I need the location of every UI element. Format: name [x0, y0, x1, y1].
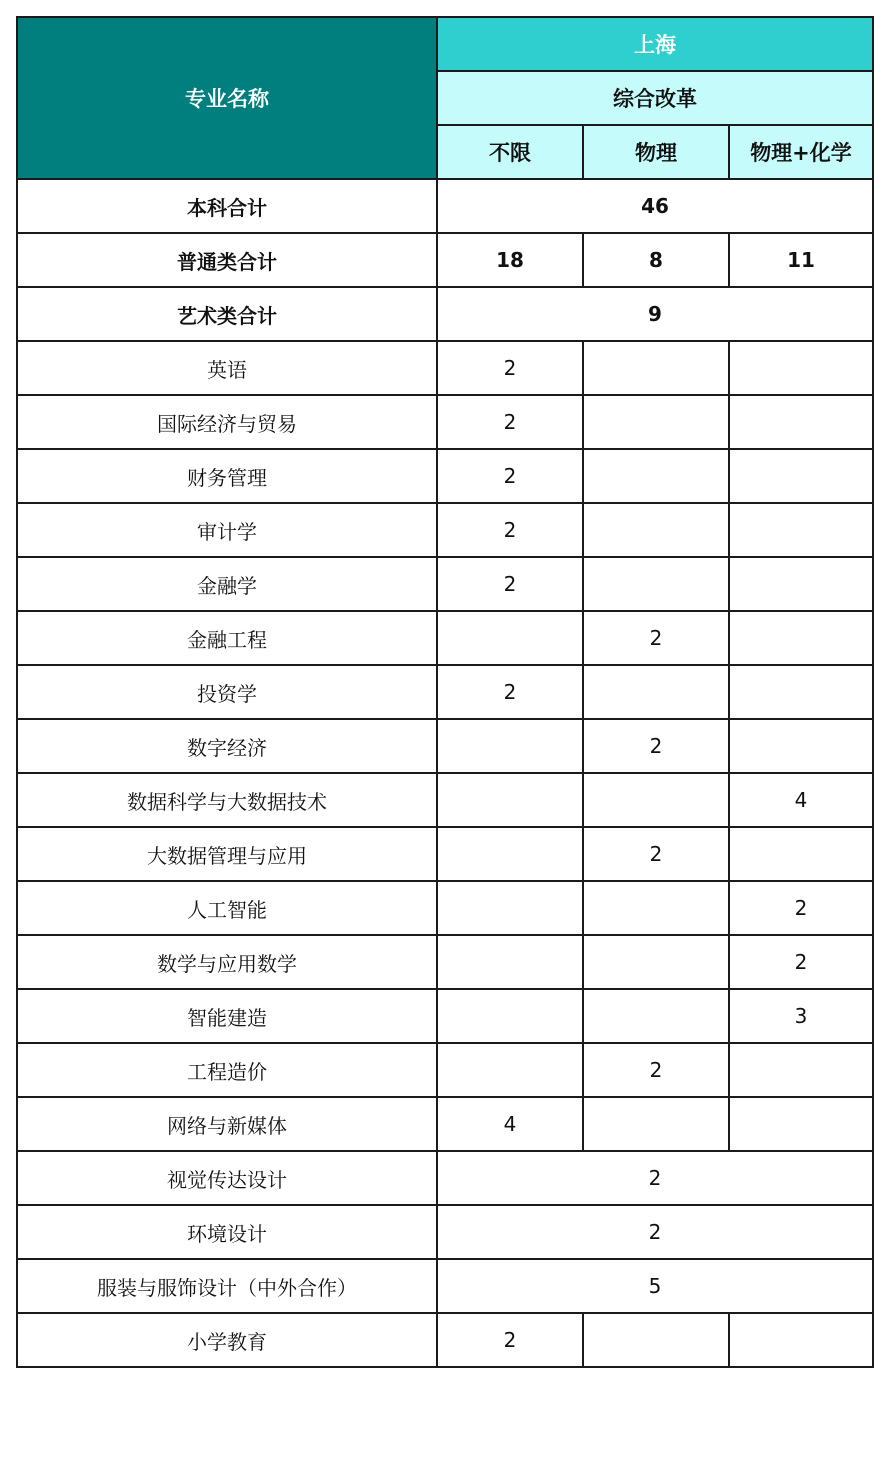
quota-cell: [583, 665, 729, 719]
quota-cell: 2: [437, 341, 583, 395]
quota-cell: 2: [437, 1205, 873, 1259]
table-row: [17, 935, 873, 989]
table-row: [17, 827, 873, 881]
major-name-header: 专业名称: [17, 17, 437, 179]
table-row: [17, 719, 873, 773]
quota-cell: [729, 827, 873, 881]
quota-cell: 2: [583, 1043, 729, 1097]
table-row: [17, 395, 873, 449]
total-label: 本科合计: [17, 179, 437, 233]
quota-cell: [437, 719, 583, 773]
major-name-cell: 国际经济与贸易: [17, 395, 437, 449]
table-row: [17, 1097, 873, 1151]
quota-cell: [437, 881, 583, 935]
table-row: [17, 1313, 873, 1367]
total-value: 46: [437, 179, 873, 233]
quota-cell: [437, 611, 583, 665]
art-row: [17, 1151, 873, 1205]
major-name-cell: 网络与新媒体: [17, 1097, 437, 1151]
major-name-cell: 金融工程: [17, 611, 437, 665]
major-name-cell: 数学与应用数学: [17, 935, 437, 989]
total-value: 18: [437, 233, 583, 287]
quota-cell: 2: [437, 1151, 873, 1205]
quota-cell: [583, 557, 729, 611]
quota-cell: 4: [729, 773, 873, 827]
quota-cell: 5: [437, 1259, 873, 1313]
major-name-cell: 人工智能: [17, 881, 437, 935]
quota-cell: [729, 611, 873, 665]
subject-header-unlimited: 不限: [437, 125, 583, 179]
quota-cell: [583, 341, 729, 395]
table-row: [17, 881, 873, 935]
quota-cell: 2: [729, 935, 873, 989]
quota-cell: [583, 935, 729, 989]
table-row: [17, 503, 873, 557]
major-name-cell: 智能建造: [17, 989, 437, 1043]
quota-cell: [583, 449, 729, 503]
quota-cell: [729, 449, 873, 503]
quota-cell: 2: [437, 395, 583, 449]
art-row: [17, 1205, 873, 1259]
quota-cell: [437, 1043, 583, 1097]
quota-cell: [583, 503, 729, 557]
quota-cell: [729, 665, 873, 719]
quota-cell: [729, 341, 873, 395]
quota-cell: 2: [437, 665, 583, 719]
major-name-cell: 服装与服饰设计（中外合作）: [17, 1259, 437, 1313]
quota-cell: 4: [437, 1097, 583, 1151]
quota-cell: 2: [437, 557, 583, 611]
art-row: [17, 1259, 873, 1313]
quota-cell: [583, 773, 729, 827]
major-name-cell: 财务管理: [17, 449, 437, 503]
major-name-cell: 数据科学与大数据技术: [17, 773, 437, 827]
quota-cell: [729, 557, 873, 611]
quota-cell: [729, 1043, 873, 1097]
table-row: [17, 341, 873, 395]
enrollment-plan-table: [16, 16, 874, 1368]
enrollment-plan-table-container: [16, 16, 874, 1368]
quota-cell: [729, 395, 873, 449]
total-row-undergrad: [17, 179, 873, 233]
major-name-cell: 投资学: [17, 665, 437, 719]
quota-cell: [729, 503, 873, 557]
table-row: [17, 449, 873, 503]
quota-cell: [729, 1313, 873, 1367]
quota-cell: 2: [437, 503, 583, 557]
quota-cell: [437, 773, 583, 827]
total-row-art: [17, 287, 873, 341]
table-row: [17, 773, 873, 827]
major-name-cell: 大数据管理与应用: [17, 827, 437, 881]
quota-cell: [729, 1097, 873, 1151]
major-name-cell: 数字经济: [17, 719, 437, 773]
header-row-region: [17, 17, 873, 71]
quota-cell: [583, 1097, 729, 1151]
quota-cell: [437, 935, 583, 989]
quota-cell: 3: [729, 989, 873, 1043]
major-name-cell: 视觉传达设计: [17, 1151, 437, 1205]
quota-cell: [583, 1313, 729, 1367]
subject-header-physics-chemistry: 物理+化学: [729, 125, 873, 179]
table-row: [17, 1043, 873, 1097]
major-name-cell: 环境设计: [17, 1205, 437, 1259]
quota-cell: 2: [583, 719, 729, 773]
total-row-general: [17, 233, 873, 287]
quota-cell: [583, 881, 729, 935]
total-value: 11: [729, 233, 873, 287]
region-header: 上海: [437, 17, 873, 71]
quota-cell: 2: [437, 1313, 583, 1367]
total-label: 艺术类合计: [17, 287, 437, 341]
quota-cell: [437, 989, 583, 1043]
major-name-cell: 金融学: [17, 557, 437, 611]
quota-cell: 2: [583, 827, 729, 881]
table-row: [17, 989, 873, 1043]
quota-cell: 2: [437, 449, 583, 503]
subject-header-physics: 物理: [583, 125, 729, 179]
total-value: 9: [437, 287, 873, 341]
major-name-cell: 工程造价: [17, 1043, 437, 1097]
total-label: 普通类合计: [17, 233, 437, 287]
reform-header: 综合改革: [437, 71, 873, 125]
quota-cell: [583, 989, 729, 1043]
quota-cell: 2: [729, 881, 873, 935]
quota-cell: [437, 827, 583, 881]
quota-cell: 2: [583, 611, 729, 665]
table-row: [17, 557, 873, 611]
major-name-cell: 英语: [17, 341, 437, 395]
quota-cell: [583, 395, 729, 449]
major-name-cell: 小学教育: [17, 1313, 437, 1367]
major-name-cell: 审计学: [17, 503, 437, 557]
table-row: [17, 611, 873, 665]
total-value: 8: [583, 233, 729, 287]
quota-cell: [729, 719, 873, 773]
table-row: [17, 665, 873, 719]
